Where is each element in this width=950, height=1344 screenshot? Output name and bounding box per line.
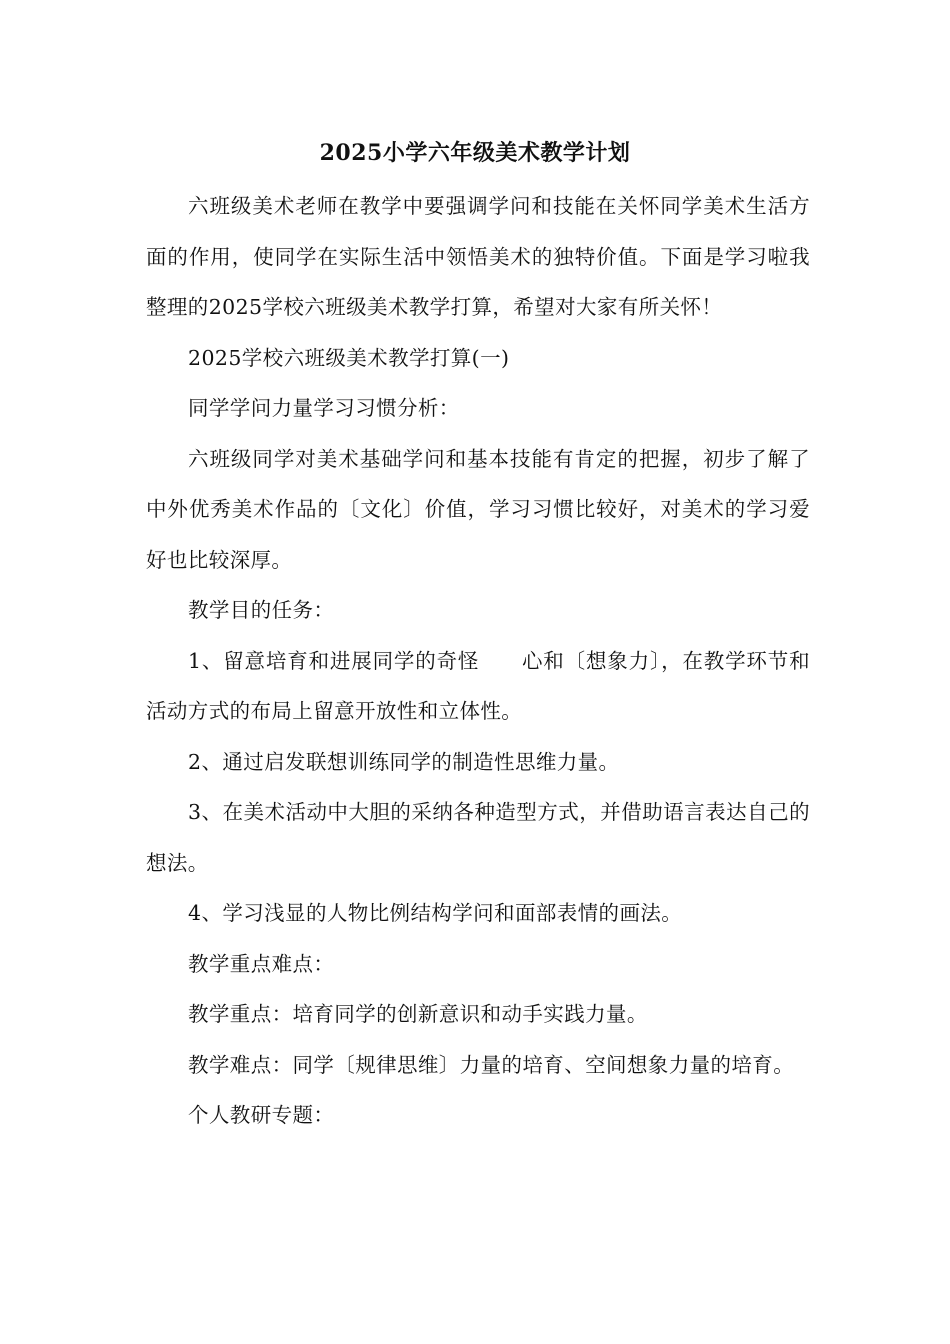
section-heading-research-topic: 个人教研专题： (188, 1103, 335, 1127)
goal-item-2: 2、通过启发联想训练同学的制造性思维力量。 (188, 749, 620, 774)
document-title: 2025小学六年级美术教学计划 (319, 140, 631, 166)
goal-item-3: 3、在美术活动中大胆的采纳各种造型方式，并借助语言表达自己的想法。 (146, 800, 810, 875)
document-body (146, 181, 810, 1141)
student-analysis-paragraph: 六班级同学对美术基础学问和基本技能有肯定的把握，初步了解了中外优秀美术作品的〔文化〕价值，学习习惯比较好，对美术的学习爱好也比较深厚。 (146, 446, 810, 572)
intro-paragraph: 六班级美术老师在教学中要强调学问和技能在关怀同学美术生活方面的作用，使同学在实际生活中领悟美术的独特价值。下面是学习啦我整理的2025学校六班级美术教学打算，希望对大家有所关怀！ (146, 194, 810, 319)
difficulty-paragraph: 教学难点：同学〔规律思维〕力量的培育、空间想象力量的培育。 (188, 1052, 795, 1077)
plan-heading: 2025学校六班级美术教学打算(一) (188, 345, 510, 370)
goal-item-1: 1、留意培育和进展同学的奇怪 心和〔想象力〕，在教学环节和活动方式的布局上留意开放性和立体性。 (146, 648, 810, 723)
key-point-paragraph: 教学重点：培育同学的创新意识和动手实践力量。 (188, 1002, 648, 1026)
section-heading-key-points: 教学重点难点： (188, 951, 335, 976)
goal-item-4: 4、学习浅显的人物比例结构学问和面部表情的画法。 (188, 901, 683, 925)
section-heading-goals: 教学目的任务： (188, 598, 335, 622)
section-heading-student-analysis: 同学学问力量学习习惯分析： (188, 396, 460, 420)
